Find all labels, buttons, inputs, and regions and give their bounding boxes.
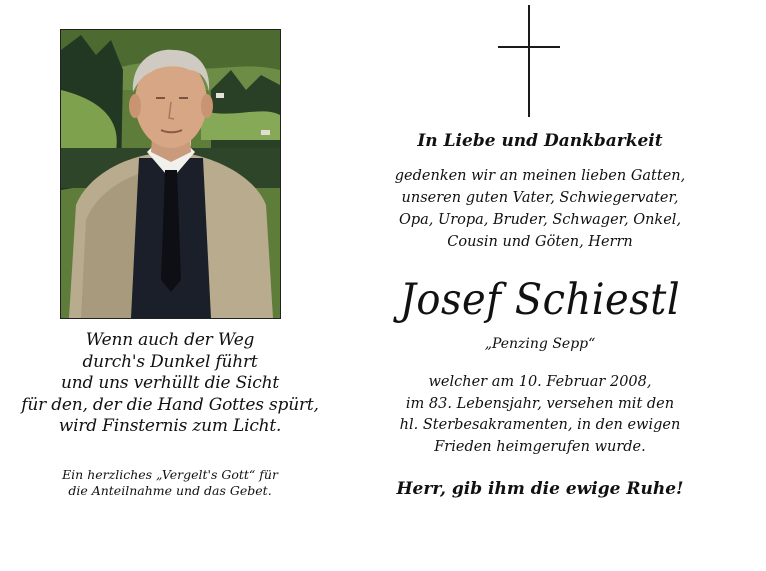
- poem-line: durch's Dunkel führt: [82, 351, 258, 372]
- intro-line: gedenken wir an meinen lieben Gatten,: [394, 168, 686, 184]
- cross-icon: [498, 5, 560, 117]
- details-line: hl. Sterbesakramenten, in den ewigen: [399, 417, 681, 433]
- death-details: [370, 372, 710, 458]
- poem: [0, 330, 340, 438]
- details-line: welcher am 10. Februar 2008,: [428, 374, 652, 390]
- intro-line: unseren guten Vater, Schwiegervater,: [401, 190, 679, 206]
- deceased-name: Josef Schiestl: [399, 275, 681, 325]
- poem-line: wird Finsternis zum Licht.: [58, 416, 282, 436]
- poem-line: und uns verhüllt die Sicht: [61, 373, 279, 393]
- intro-line: Cousin und Göten, Herrn: [447, 234, 633, 250]
- portrait-photo: [60, 29, 281, 319]
- nickname: „Penzing Sepp“: [484, 336, 596, 352]
- closing-prayer: Herr, gib ihm die ewige Ruhe!: [396, 479, 684, 499]
- thanks-line: Ein herzliches „Vergelt's Gott“ für: [62, 467, 278, 482]
- memorial-heading: In Liebe und Dankbarkeit: [417, 131, 663, 151]
- intro-text: [370, 165, 710, 253]
- poem-line: für den, der die Hand Gottes spürt,: [21, 394, 319, 415]
- intro-line: Opa, Uropa, Bruder, Schwager, Onkel,: [398, 212, 682, 228]
- details-line: Frieden heimgerufen wurde.: [434, 438, 646, 455]
- thanks-line: die Anteilnahme und das Gebet.: [68, 483, 272, 498]
- details-line: im 83. Lebensjahr, versehen mit den: [405, 395, 675, 412]
- poem-line: Wenn auch der Weg: [85, 330, 255, 350]
- thanks-note: [0, 467, 340, 499]
